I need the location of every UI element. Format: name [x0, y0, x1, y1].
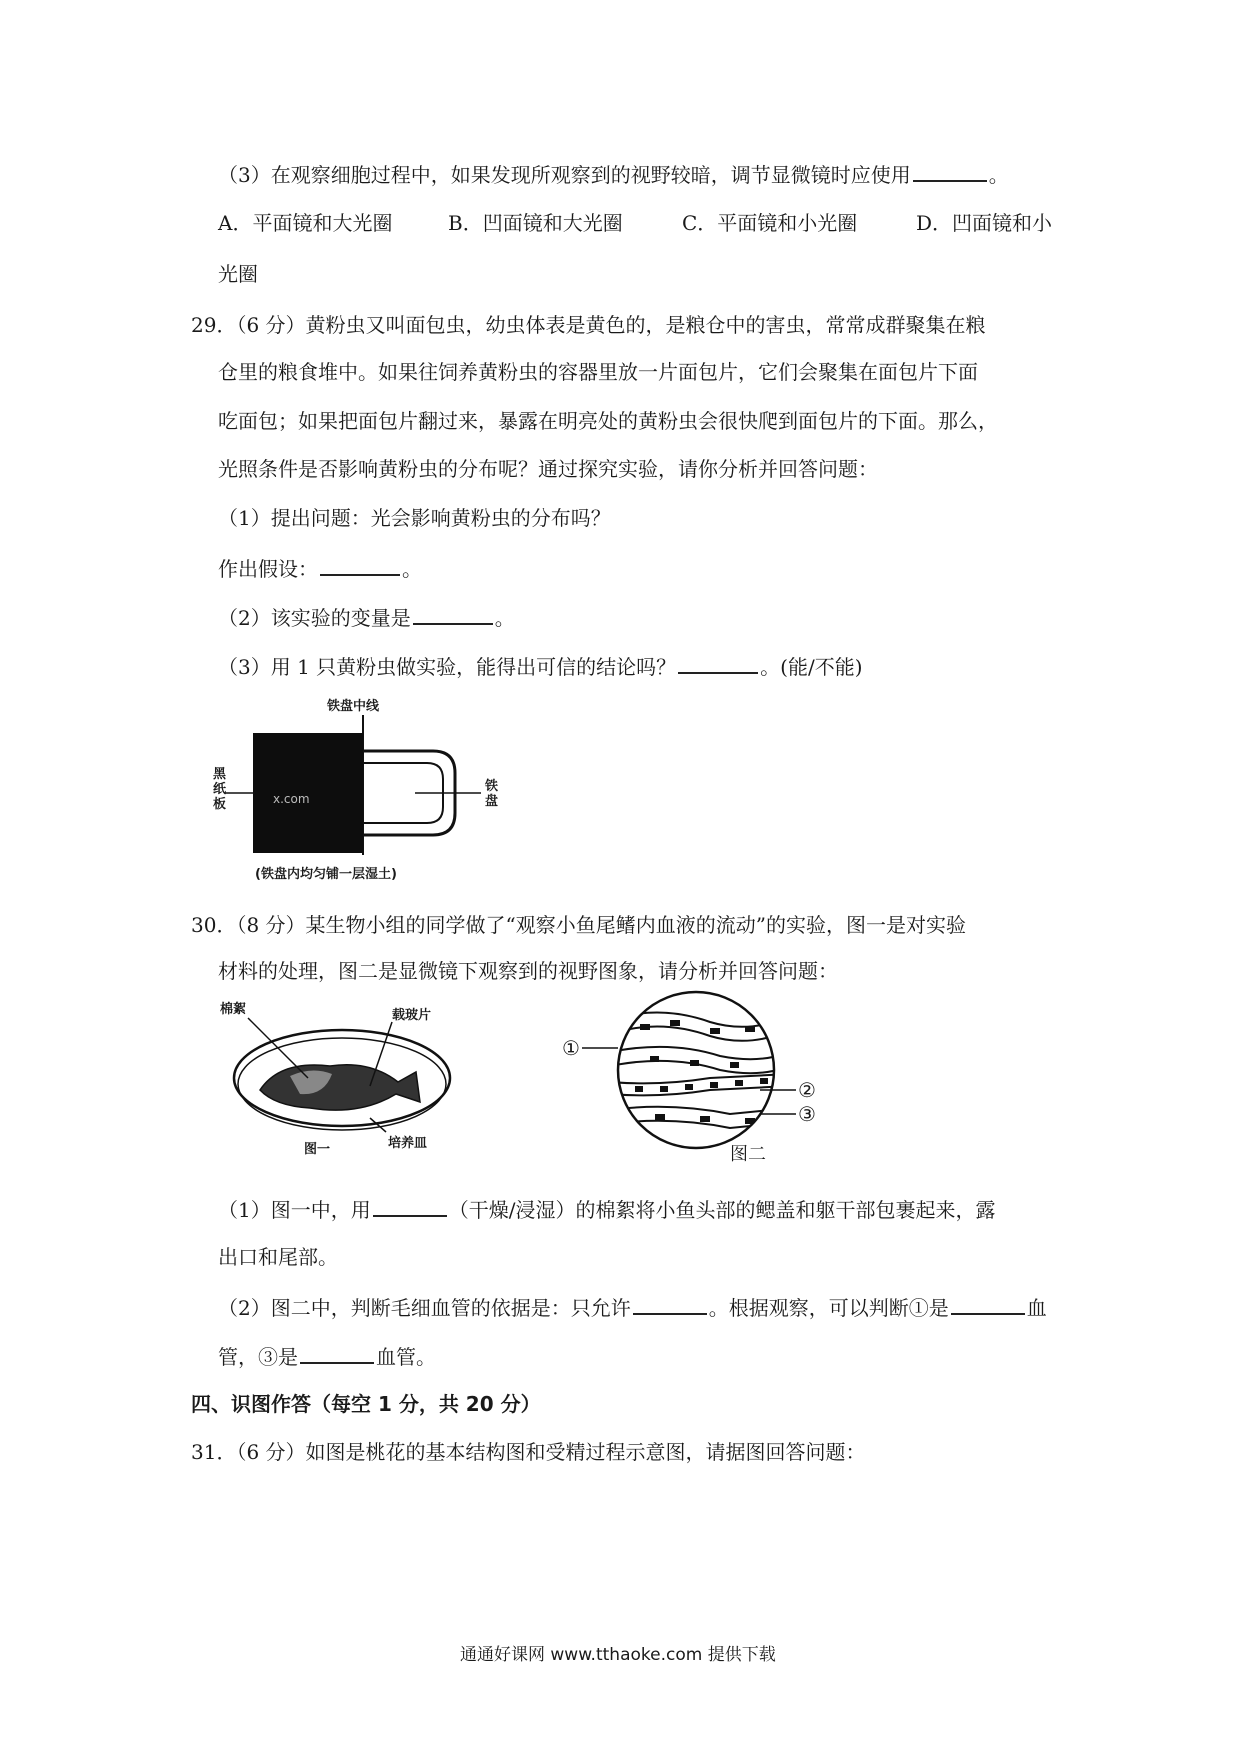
q30-figure1 — [220, 990, 460, 1160]
answer-blank[interactable] — [320, 552, 400, 576]
q28-part3 — [218, 158, 1009, 190]
label-petri-dish: 培养皿 — [388, 1136, 428, 1151]
q30-figure2 — [560, 990, 830, 1170]
q30-part2-e: 血管。 — [376, 1345, 436, 1369]
q30-part2-cont — [218, 1340, 436, 1372]
answer-blank[interactable] — [951, 1291, 1025, 1315]
label-iron-tray: 铁盘 — [485, 779, 499, 809]
label-cotton: 棉絮 — [220, 1002, 247, 1017]
q28-option-d-cont: 光圈 — [218, 262, 258, 286]
q29-hypothesis-end: 。 — [402, 557, 422, 581]
answer-blank[interactable] — [300, 1340, 374, 1364]
q30-part1-a: （1）图一中，用 — [218, 1198, 371, 1222]
q29-part1: （1）提出问题：光会影响黄粉虫的分布吗？ — [218, 506, 611, 530]
tray-diagram — [215, 695, 515, 885]
q30-part2-a: （2）图二中，判断毛细血管的依据是：只允许 — [218, 1296, 631, 1320]
figure2-caption: 图二 — [730, 1144, 766, 1165]
section-heading: 四、识图作答（每空 1 分，共 20 分） — [191, 1392, 541, 1416]
q28-option-b: B．凹面镜和大光圈 — [448, 211, 623, 235]
q29-line1: 29．（6 分）黄粉虫又叫面包虫，幼虫体表是黄色的，是粮仓中的害虫，常常成群聚集在粮 — [191, 313, 986, 337]
answer-blank[interactable] — [913, 158, 987, 182]
q29-line2: 仓里的粮食堆中。如果往饲养黄粉虫的容器里放一片面包片，它们会聚集在面包片下面 — [218, 360, 978, 384]
q30-part2-d: 管，③是 — [218, 1345, 298, 1369]
marker-3: ③ — [798, 1102, 816, 1126]
answer-blank[interactable] — [678, 650, 758, 674]
q30-part1 — [218, 1193, 995, 1225]
q30-part2-c: 血 — [1026, 1296, 1047, 1320]
q29-part2-text: （2）该实验的变量是 — [218, 606, 411, 630]
q30-part2 — [218, 1291, 1047, 1323]
q28-part3-end: 。 — [988, 163, 1009, 187]
fish-shape — [260, 1065, 420, 1110]
answer-blank[interactable] — [633, 1291, 707, 1315]
q28-option-d: D．凹面镜和小 — [916, 211, 1053, 235]
answer-blank[interactable] — [373, 1193, 447, 1217]
q30-part1-cont: 出口和尾部。 — [218, 1245, 338, 1269]
marker-1: ① — [562, 1036, 580, 1060]
q30-line2: 材料的处理，图二是显微镜下观察到的视野图象，请分析并回答问题： — [218, 959, 838, 983]
q29-line4: 光照条件是否影响黄粉虫的分布呢？通过探究实验，请你分析并回答问题： — [218, 457, 878, 481]
q29-hypothesis-label: 作出假设： — [218, 557, 318, 581]
q29-hypothesis — [218, 552, 422, 584]
figure-caption: (铁盘内均匀铺一层湿土) — [255, 867, 397, 882]
answer-blank[interactable] — [413, 601, 493, 625]
figure-watermark: x.com — [273, 792, 310, 806]
label-slide: 载玻片 — [392, 1008, 432, 1023]
q28-option-a: A．平面镜和大光圈 — [218, 211, 393, 235]
q29-part2 — [218, 601, 515, 633]
q29-line3: 吃面包；如果把面包片翻过来，暴露在明亮处的黄粉虫会很快爬到面包片的下面。那么， — [218, 409, 998, 433]
figure1-caption: 图一 — [304, 1142, 331, 1157]
q30-line1: 30．（8 分）某生物小组的同学做了“观察小鱼尾鳍内血液的流动”的实验，图一是对实验 — [191, 913, 966, 937]
q28-option-c: C．平面镜和小光圈 — [682, 211, 858, 235]
q31-line1: 31．（6 分）如图是桃花的基本结构图和受精过程示意图，请据图回答问题： — [191, 1440, 866, 1464]
label-black-paper: 黑纸板 — [213, 767, 227, 812]
q30-part2-b: 。根据观察，可以判断①是 — [708, 1296, 949, 1320]
q28-part3-text: （3）在观察细胞过程中，如果发现所观察到的视野较暗，调节显微镜时应使用 — [218, 163, 911, 187]
page-footer: 通通好课网 www.tthaoke.com 提供下载 — [460, 1645, 776, 1665]
q29-part3-end: 。(能/不能) — [760, 655, 863, 679]
q29-part2-end: 。 — [494, 606, 515, 630]
q30-part1-b: （干燥/浸湿）的棉絮将小鱼头部的鳃盖和躯干部包裹起来，露 — [448, 1198, 996, 1222]
q29-part3 — [218, 650, 863, 682]
marker-2: ② — [798, 1078, 816, 1102]
q29-part3-text: （3）用 1 只黄粉虫做实验，能得出可信的结论吗？ — [218, 655, 677, 679]
microscope-field-diagram — [560, 990, 830, 1170]
q29-figure — [215, 695, 515, 885]
label-tray-midline: 铁盘中线 — [327, 699, 380, 714]
